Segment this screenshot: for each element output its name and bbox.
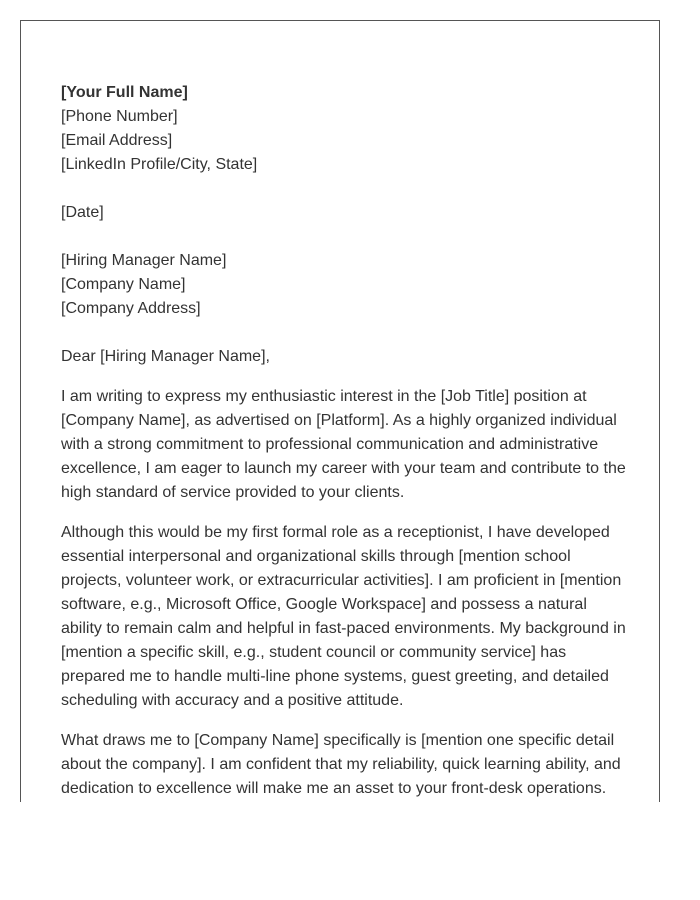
- sender-email: [Email Address]: [61, 132, 173, 149]
- salutation: Dear [Hiring Manager Name],: [61, 348, 270, 365]
- body-paragraph-1: I am writing to express my enthusiastic interest in the [Job Title] position at [Company Name], as advertised on [Platform]. As a highly organized individual with a strong commitment to professional communication and administrative excellence, I am eager to launch my career with your team and contribute to the high standard of service provided to your clients.: [61, 388, 626, 501]
- letter-content: [61, 81, 636, 801]
- sender-phone: [Phone Number]: [61, 108, 178, 125]
- letter-date: [Date]: [61, 204, 104, 221]
- sender-linkedin: [LinkedIn Profile/City, State]: [61, 156, 258, 173]
- sender-block: [61, 81, 636, 177]
- recipient-company: [Company Name]: [61, 276, 186, 293]
- recipient-name: [Hiring Manager Name]: [61, 252, 227, 269]
- sender-name: [Your Full Name]: [61, 84, 188, 101]
- body-paragraph-2: Although this would be my first formal role as a receptionist, I have developed essential interpersonal and organizational skills through [mention school projects, volunteer work, or extracurricular activities]. I am proficient in [mention software, e.g., Microsoft Office, Google Workspace] and possess a natural ability to remain calm and helpful in fast-paced environments. My background in [mention a specific skill, e.g., student council or community service] has prepared me to handle multi-line phone systems, guest greeting, and detailed scheduling with accuracy and a positive attitude.: [61, 524, 626, 709]
- recipient-block: [61, 249, 636, 321]
- date-block: [61, 201, 636, 225]
- body-paragraph-3: What draws me to [Company Name] specifically is [mention one specific detail about the company]. I am confident that my reliability, quick learning ability, and dedication to excellence will make me an asset to your front-desk operations.: [61, 732, 621, 797]
- recipient-address: [Company Address]: [61, 300, 201, 317]
- letter-page: [20, 20, 660, 802]
